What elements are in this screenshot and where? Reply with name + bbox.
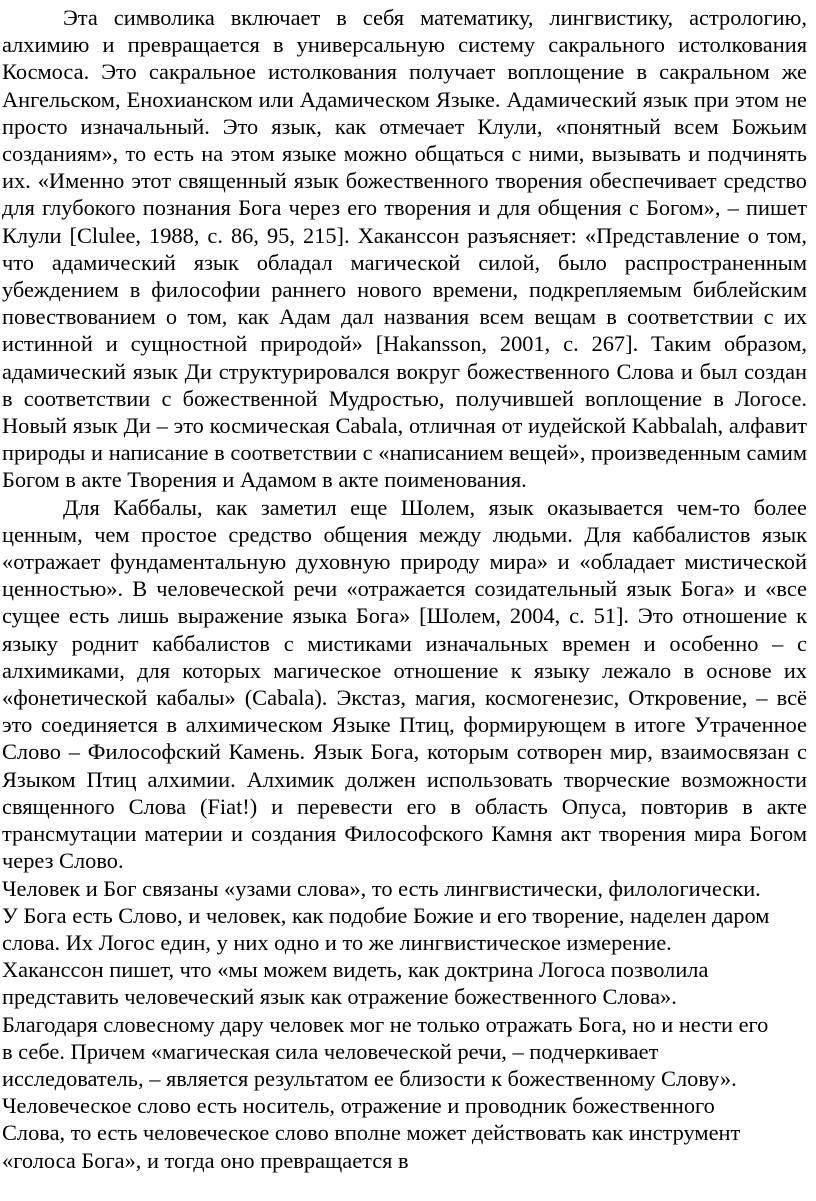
plain-line-7: в себе. Причем «магическая сила человеческой речи, – подчеркивает — [2, 1038, 659, 1064]
plain-line-10: Слова, то есть человеческое слово вполне может действовать как инструмент — [2, 1120, 741, 1146]
plain-line-9: Человеческое слово есть носитель, отражение и проводник божественного — [2, 1093, 715, 1119]
plain-line-2: У Бога есть Слово, и человек, как подобие Божие и его творение, наделен даром — [2, 902, 770, 928]
plain-line-5: представить человеческий язык как отражение божественного Слова». — [2, 984, 677, 1010]
plain-line-8: исследователь, – является результатом ее близости к божественному Слову». — [2, 1065, 737, 1091]
paragraph-2: Для Каббалы, как заметил еще Шолем, язык оказывается чем-то более ценным, чем простое средство общения между людьми. Для каббалистов язык «отражает фундаментальную духовную природу мира» и «обладает мистической ценностью». В человеческой речи «отражается созидательный язык Бога» и «все сущее есть лишь выражение языка Бога» [Шолем, 2004, с. 51]. Это отношение к языку роднит каббалистов с мистиками изначальных времен и особенно – с алхимиками, для которых магическое отношение к языку лежало в основе их «фонетической кабалы» (Cabala). Экстаз, магия, космогенезис, Откровение, – всё это соединяется в алхимическом Языке Птиц, формирующем в итоге Утраченное Слово – Философский Камень. Язык Бога, которым сотворен мир, взаимосвязан с Языком Птиц алхимии. Алхимик должен использовать творческие возможности священного Слова (Fiat!) и перевести его в область Опуса, повторив в акте трансмутации материи и создания Философского Камня акт творения мира Богом через Слово. — [2, 494, 807, 874]
plain-line-1: Человек и Бог связаны «узами слова», то есть лингвистически, филологически. — [2, 875, 761, 901]
plain-line-11: «голоса Бога», и тогда оно превращается в — [2, 1147, 409, 1173]
paragraph-1: Эта символика включает в себя математику, лингвистику, астрологию, алхимию и превращается в универсальную систему сакрального истолкования Космоса. Это сакральное истолкования получает воплощение в сакральном же Ангельском, Енохианском или Адамическом Языке. Адамический язык при этом не просто изначальный. Это язык, как отмечает Клули, «понятный всем Божьим созданиям», то есть на этом языке можно общаться с ними, вызывать и подчинять их. «Именно этот священный язык божественного творения обеспечивает средство для глубокого познания Бога через его творения и для общения с Богом», – пишет Клули [Clulee, 1988, с. 86, 95, 215]. Хаканссон разъясняет: «Представление о том, что адамический язык обладал магической силой, было распространенным убеждением в философии раннего нового времени, подкрепляемым библейским повествованием о том, как Адам дал названия всем вещам в соответствии с их истинной и сущностной природой» [Hakansson, 2001, с. 267]. Таким образом, адамический язык Ди структурировался вокруг божественного Слова и был создан в соответствии с божественной Мудростью, получившей воплощение в Логосе. Новый язык Ди – это космическая Cabala, отличная от иудейской Kabbalah, алфавит природы и написание в соответствии с «написанием вещей», произведенным самим Богом в акте Творения и Адамом в акте поименования. — [2, 5, 807, 493]
plain-line-6: Благодаря словесному дару человек мог не только отражать Бога, но и нести его — [2, 1011, 769, 1037]
plain-line-3: слова. Их Логос един, у них одно и то же лингвистическое измерение. — [2, 929, 672, 955]
plain-line-4: Хаканссон пишет, что «мы можем видеть, как доктрина Логоса позволила — [2, 957, 709, 983]
